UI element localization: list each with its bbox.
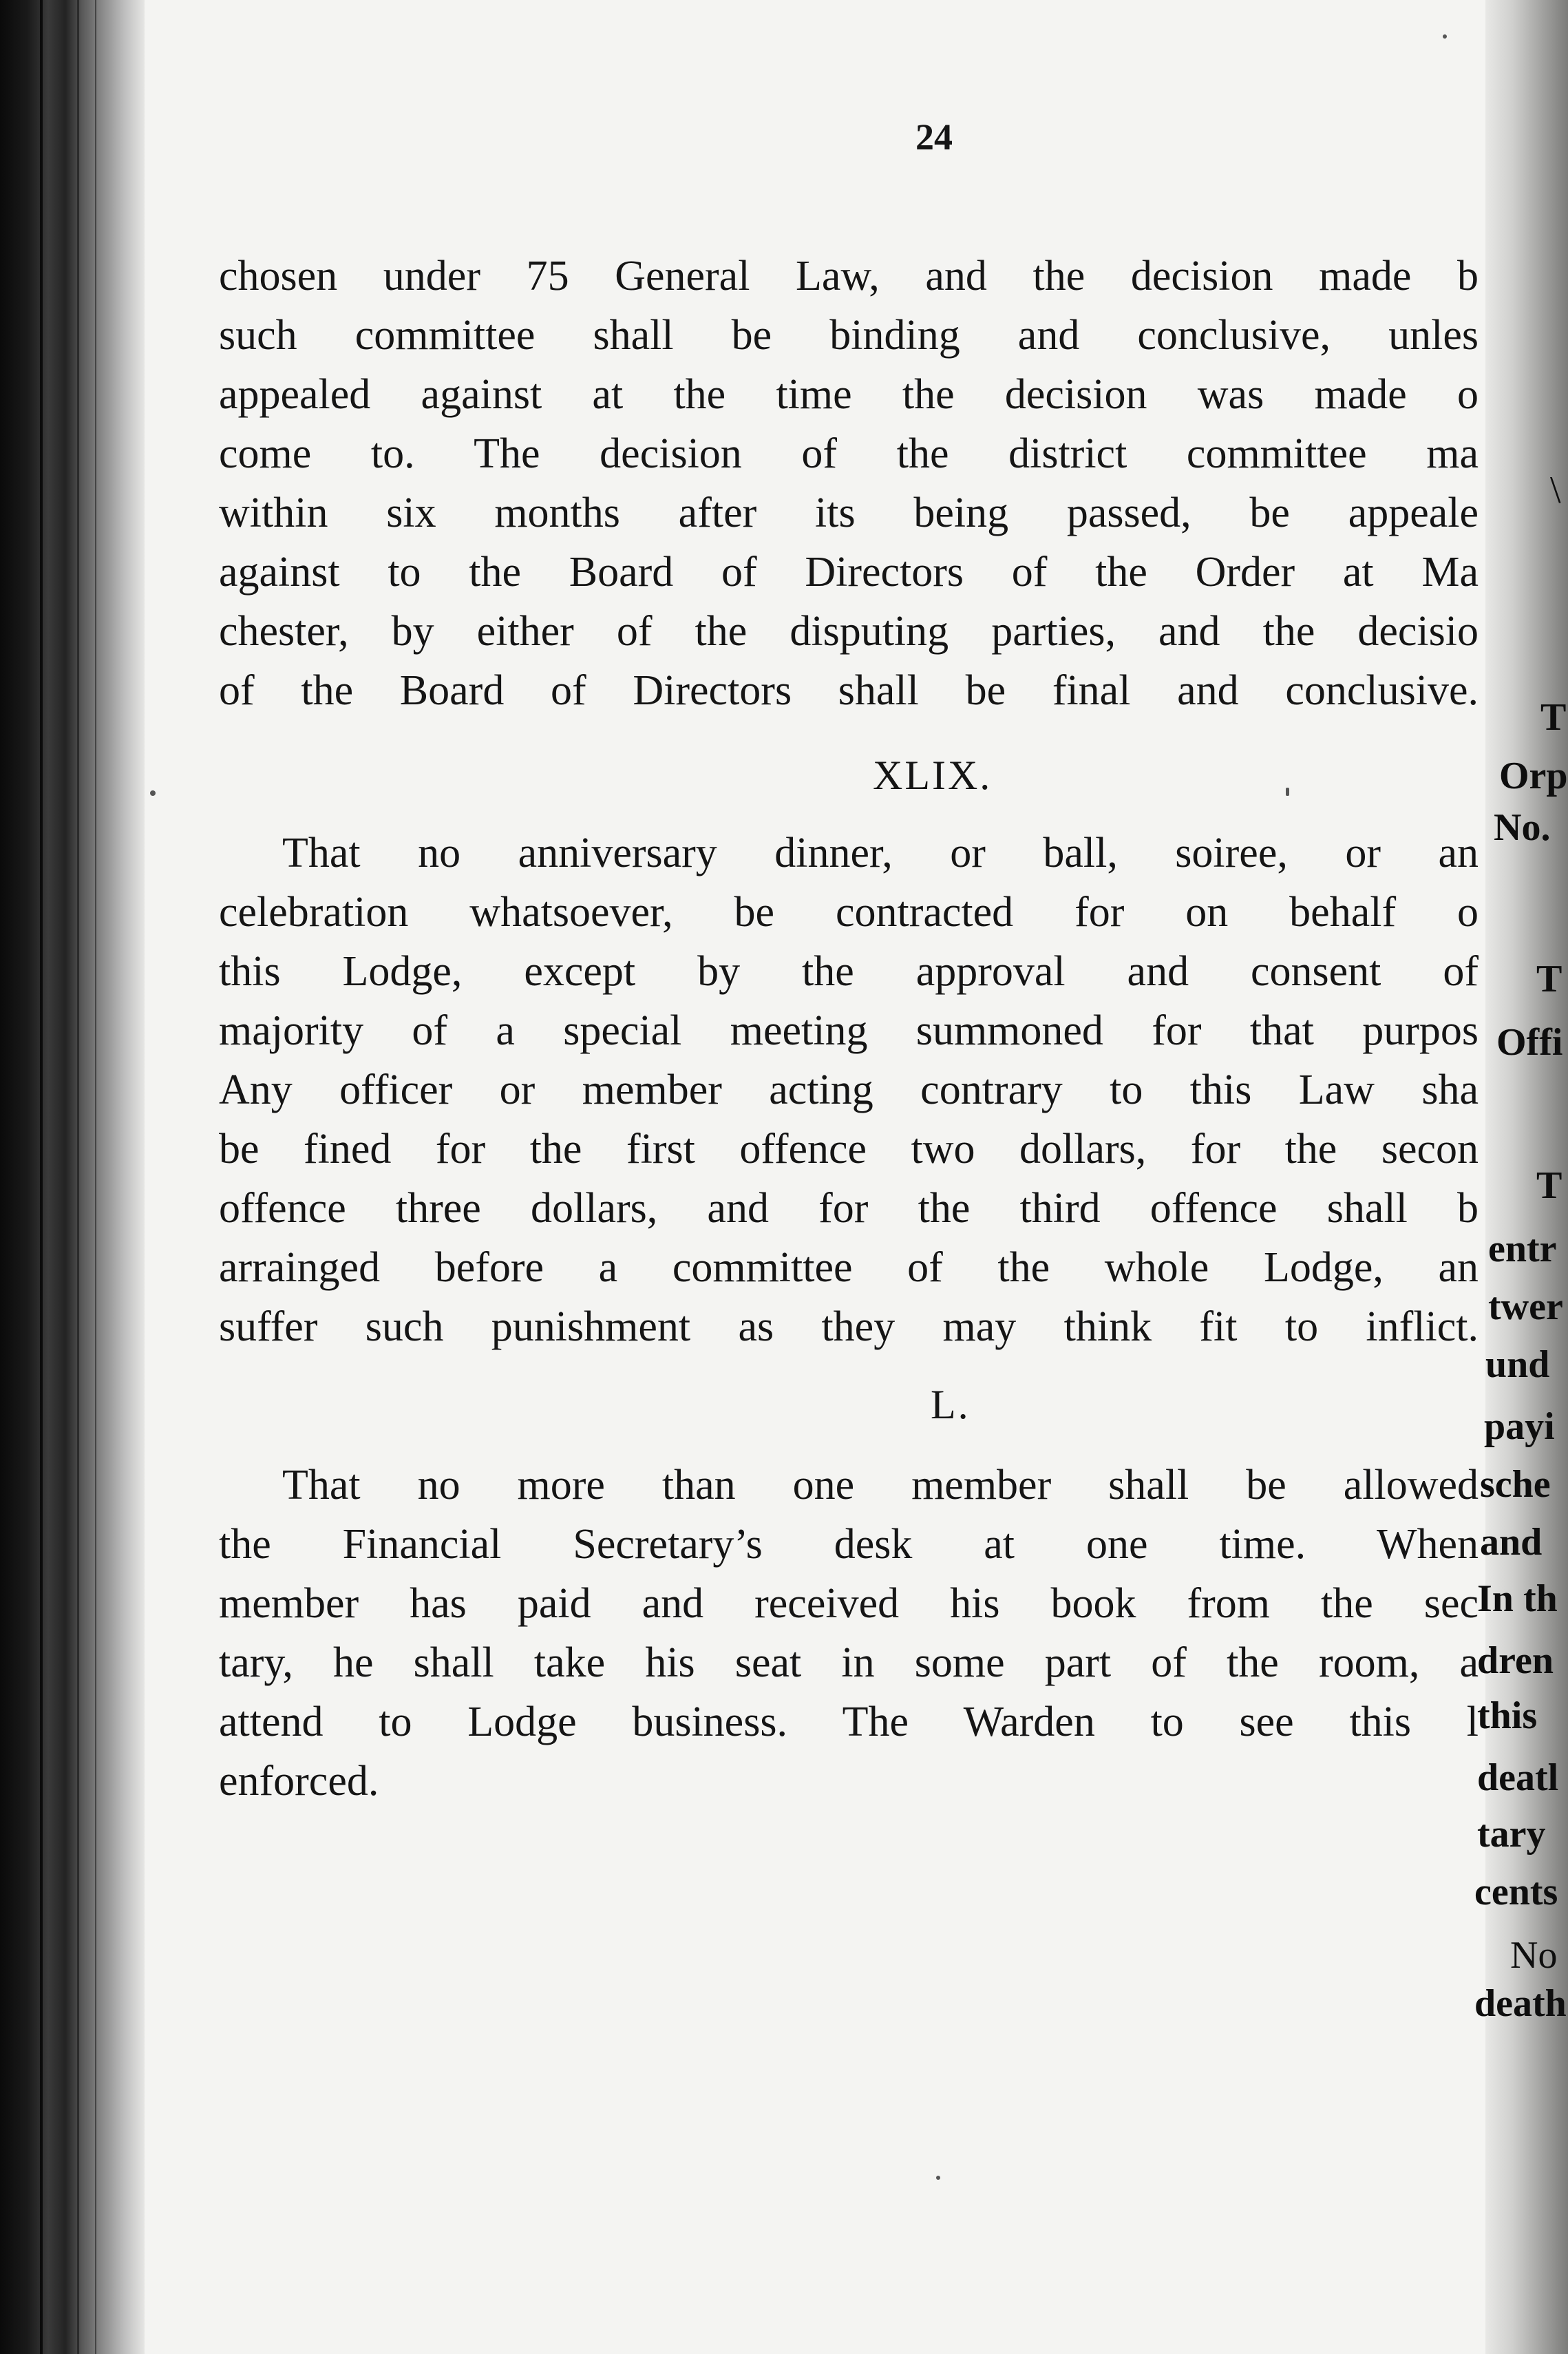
adjacent-page-word: death xyxy=(1474,1982,1567,2025)
section-heading-xlix: XLIX. xyxy=(873,753,993,798)
text-line: appealed against at the time the decision was made o xyxy=(219,371,1479,418)
adjacent-page-word: Orp xyxy=(1499,755,1568,797)
adjacent-page-word: No xyxy=(1510,1934,1558,1977)
adjacent-page-word: T xyxy=(1540,696,1567,739)
text-line: arrainged before a committee of the whole Lodge, an xyxy=(219,1244,1479,1291)
adjacent-page-word: tary xyxy=(1477,1813,1546,1856)
adjacent-page-word: payi xyxy=(1484,1405,1555,1448)
book-binding-shadow xyxy=(0,0,145,2354)
text-line: enforced. xyxy=(219,1758,379,1805)
adjacent-page-word: cents xyxy=(1474,1871,1558,1913)
adjacent-page-word: twer xyxy=(1488,1285,1563,1328)
adjacent-page-word: T xyxy=(1536,1164,1562,1207)
text-line: suffer such punishment as they may think fit to inflict. xyxy=(219,1303,1479,1350)
page-number: 24 xyxy=(915,116,953,158)
binding-edge-line xyxy=(40,0,43,2354)
adjacent-page-word: sche xyxy=(1480,1463,1551,1506)
text-line: the Financial Secretary’s desk at one time. When xyxy=(219,1521,1479,1568)
text-line: this Lodge, except by the approval and consent of xyxy=(219,948,1479,995)
text-line: Any officer or member acting contrary to this Law sha xyxy=(219,1066,1479,1113)
adjacent-page-word: and xyxy=(1480,1521,1543,1564)
adjacent-page-word: Offi xyxy=(1496,1021,1563,1064)
adjacent-page-word: No. xyxy=(1494,806,1551,849)
text-line: attend to Lodge business. The Warden to see this l xyxy=(219,1699,1479,1745)
text-line: chosen under 75 General Law, and the decision made b xyxy=(219,253,1479,299)
text-line: offence three dollars, and for the third offence shall b xyxy=(219,1185,1479,1232)
scan-speck xyxy=(936,2176,940,2180)
section-heading-l: L. xyxy=(931,1382,971,1427)
text-line: against to the Board of Directors of the Order at Ma xyxy=(219,549,1479,596)
adjacent-page-word: entr xyxy=(1488,1228,1557,1270)
adjacent-page-word: deatl xyxy=(1477,1756,1559,1799)
text-line: member has paid and received his book from the sec xyxy=(219,1580,1479,1627)
adjacent-page-word: und xyxy=(1485,1343,1550,1386)
text-line: majority of a special meeting summoned for that purpos xyxy=(219,1007,1479,1054)
text-line: be fined for the first offence two dollars, for the secon xyxy=(219,1126,1479,1173)
adjacent-page-word: \ xyxy=(1550,469,1561,512)
adjacent-page-word: dren xyxy=(1477,1639,1554,1682)
scan-speck xyxy=(150,790,156,796)
text-line: such committee shall be binding and conclusive, unles xyxy=(219,312,1479,359)
text-line: come to. The decision of the district committee ma xyxy=(219,430,1479,477)
adjacent-page-word: this xyxy=(1477,1694,1538,1737)
text-line: of the Board of Directors shall be final and conclusive. xyxy=(219,667,1479,714)
scan-speck xyxy=(1443,34,1447,39)
adjacent-page-word: In th xyxy=(1477,1577,1558,1620)
binding-edge-line xyxy=(77,0,79,2354)
text-line: That no anniversary dinner, or ball, soiree, or an xyxy=(282,830,1479,876)
text-line: within six months after its being passed, be appeale xyxy=(219,490,1479,536)
scan-speck xyxy=(1286,788,1289,796)
text-line: That no more than one member shall be allowed xyxy=(282,1462,1479,1509)
text-line: tary, he shall take his seat in some part of the room, a xyxy=(219,1639,1479,1686)
text-line: chester, by either of the disputing parties, and the decisio xyxy=(219,608,1479,655)
binding-edge-line xyxy=(95,0,96,2354)
adjacent-page-word: T xyxy=(1536,958,1562,1000)
text-line: celebration whatsoever, be contracted for on behalf o xyxy=(219,889,1479,936)
